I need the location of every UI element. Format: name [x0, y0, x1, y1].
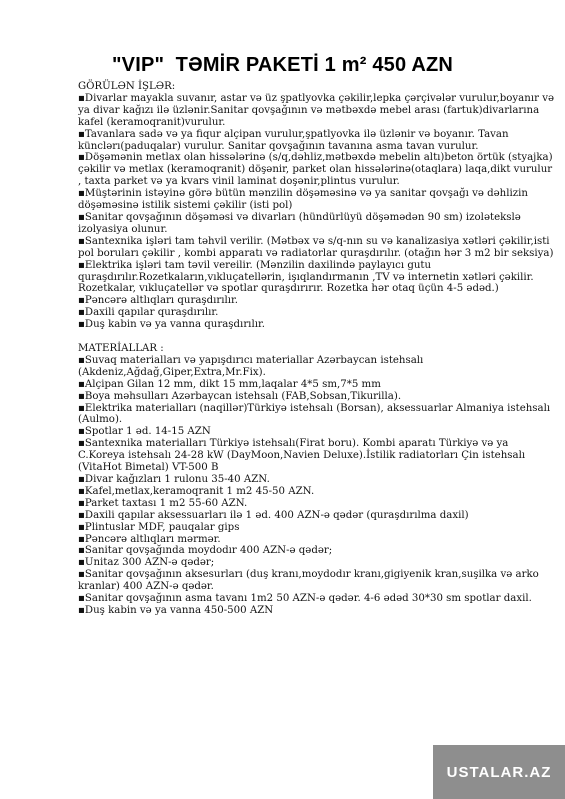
materials-list	[78, 355, 558, 617]
list-item: ▪Divarlar mayakla suvanır, astar və üz şpatlyovka çəkilir,lepka çərçivələr vurulur,boyanır və ya divar kağızı ilə üzlənir.Sanitar qovşağının və mətbəxdə mebel arası (fartuk)divarlarına kafel (keramoqranit)vurulur.	[78, 92, 554, 128]
list-item: ▪Sanitar qovşağının aksesurları (duş kranı,moydodır kranı,gigiyenik kran,suşilka və arko kranlar) 400 AZN-ə qədər.	[78, 569, 539, 593]
list-item: ▪Santexnika işləri tam təhvil verilir. (Mətbəx və s/q-nın su və kanalizasiya xətləri çəkilir,isti pol boruları çəkilir , kombi apparatı və radiatorlar quraşdırılır. (otağın hər 3 m2 bir seksiya)	[78, 235, 554, 259]
list-item: ▪Duş kabin və ya vanna quraşdırılır.	[78, 319, 265, 331]
list-item: ▪Divar kağızları 1 rulonu 35-40 AZN.	[78, 474, 270, 485]
list-item: ▪Unitaz 300 AZN-ə qədər;	[78, 557, 215, 569]
list-item: ▪Sanitar qovşağının döşəməsi və divarları (hündürlüyü döşəmədən 90 sm) izolətekslə izolyasiya olunur.	[78, 211, 521, 235]
list-item: ▪Elektrika materialları (naqillər)Türkiyə istehsalı (Borsan), aksessuarlar Almaniya istehsalı (Aulmo).	[78, 402, 551, 426]
document-body	[78, 81, 558, 617]
list-item: ▪Pəncərə altlıqları quraşdırılır.	[78, 295, 239, 307]
list-item: ▪Spotlar 1 əd. 14-15 AZN	[78, 426, 211, 438]
watermark-badge: USTALAR.AZ	[433, 745, 565, 799]
list-item: ▪Boya məhsulları Azərbaycan istehsalı (FAB,Sobsan,Tikurilla).	[78, 390, 402, 402]
works-list	[78, 93, 558, 331]
list-item: ▪Daxili qapılar quraşdırılır.	[78, 307, 219, 319]
list-item: ▪Tavanlara sadə və ya fiqur alçipan vurulur,şpatlyovka ilə üzlənir və boyanır. Tavan künclərı(paduqalar) vurulur. Sanitar qovşağının tavanına asma tavan vurulur.	[78, 128, 509, 152]
list-item: ▪Kafel,metlax,keramoqranit 1 m2 45-50 AZN.	[78, 485, 315, 497]
list-item: ▪Alçipan Gilan 12 mm, dikt 15 mm,laqalar 4*5 sm,7*5 mm	[78, 378, 381, 390]
list-item: ▪Elektrika işləri tam təvil vereilir. (Mənzilin daxilində paylayıcı gutu quraşdırılır.Rozetkaların,vıkluçatellərin, işıqlandırmanın ,TV və internetin xətləri çəkilir. Rozetkalar, vıkluçatellər və spotlar quraşdırırır. Rozetka hər otaq üçün 4-5 ədəd.)	[78, 259, 534, 295]
list-item: ▪Daxili qapılar aksessuarları ilə 1 əd. 400 AZN-ə qədər (quraşdırılma daxil)	[78, 509, 469, 521]
materials-heading: MATERİALLAR :	[78, 343, 164, 355]
list-item: ▪Döşəmənin metlax olan hissələrinə (s/q,dəhliz,mətbəxdə mebelin altı)beton örtük (styajka) çəkilir və metlax (keramoqranit) döşənir, parket olan hissələrinə(otaqlara) laqa,dikt vurulur , taxta parket və ya kvars vinil laminat doşənir,plintus vurulur.	[78, 152, 553, 188]
list-item: ▪Suvaq materialları və yapışdırıcı materiallar Azərbaycan istehsalı (Akdeniz,Ağdağ,Giper,Extra,Mr.Fix).	[78, 354, 424, 378]
list-item: ▪Sanitar qovşağının asma tavanı 1m2 50 AZN-ə qədər. 4-6 ədəd 30*30 sm spotlar daxil.	[78, 593, 532, 605]
works-heading: GÖRÜLƏN İŞLƏR:	[78, 81, 176, 92]
list-item: ▪Plintuslar MDF, pauqalar gips	[78, 521, 240, 533]
list-item: ▪Santexnika materialları Türkiyə istehsalı(Firat boru). Kombi aparatı Türkiyə və ya C.Koreya istehsalı 24-28 kW (DayMoon,Navien Deluxe).İstilik radiatorları Çin istehsalı (VitaHot Bimetal) VT-500 B	[78, 438, 526, 474]
list-item: ▪Duş kabin və ya vanna 450-500 AZN	[78, 604, 274, 616]
list-item: ▪Pəncərə altlıqları mərmər.	[78, 533, 221, 545]
section-spacer	[78, 331, 558, 343]
list-item: ▪Sanitar qovşağında moydodır 400 AZN-ə qədər;	[78, 545, 333, 557]
list-item: ▪Parket taxtası 1 m2 55-60 AZN.	[78, 497, 248, 509]
page-title: "VIP" TƏMİR PAKETİ 1 m² 450 AZN	[111, 54, 454, 76]
list-item: ▪Müştərinin istəyinə görə bütün mənzilin döşəməsinə və ya sanitar qovşağı və dəhlizin döşəməsinə istilik sistemi çəkilir (isti pol)	[78, 188, 528, 212]
